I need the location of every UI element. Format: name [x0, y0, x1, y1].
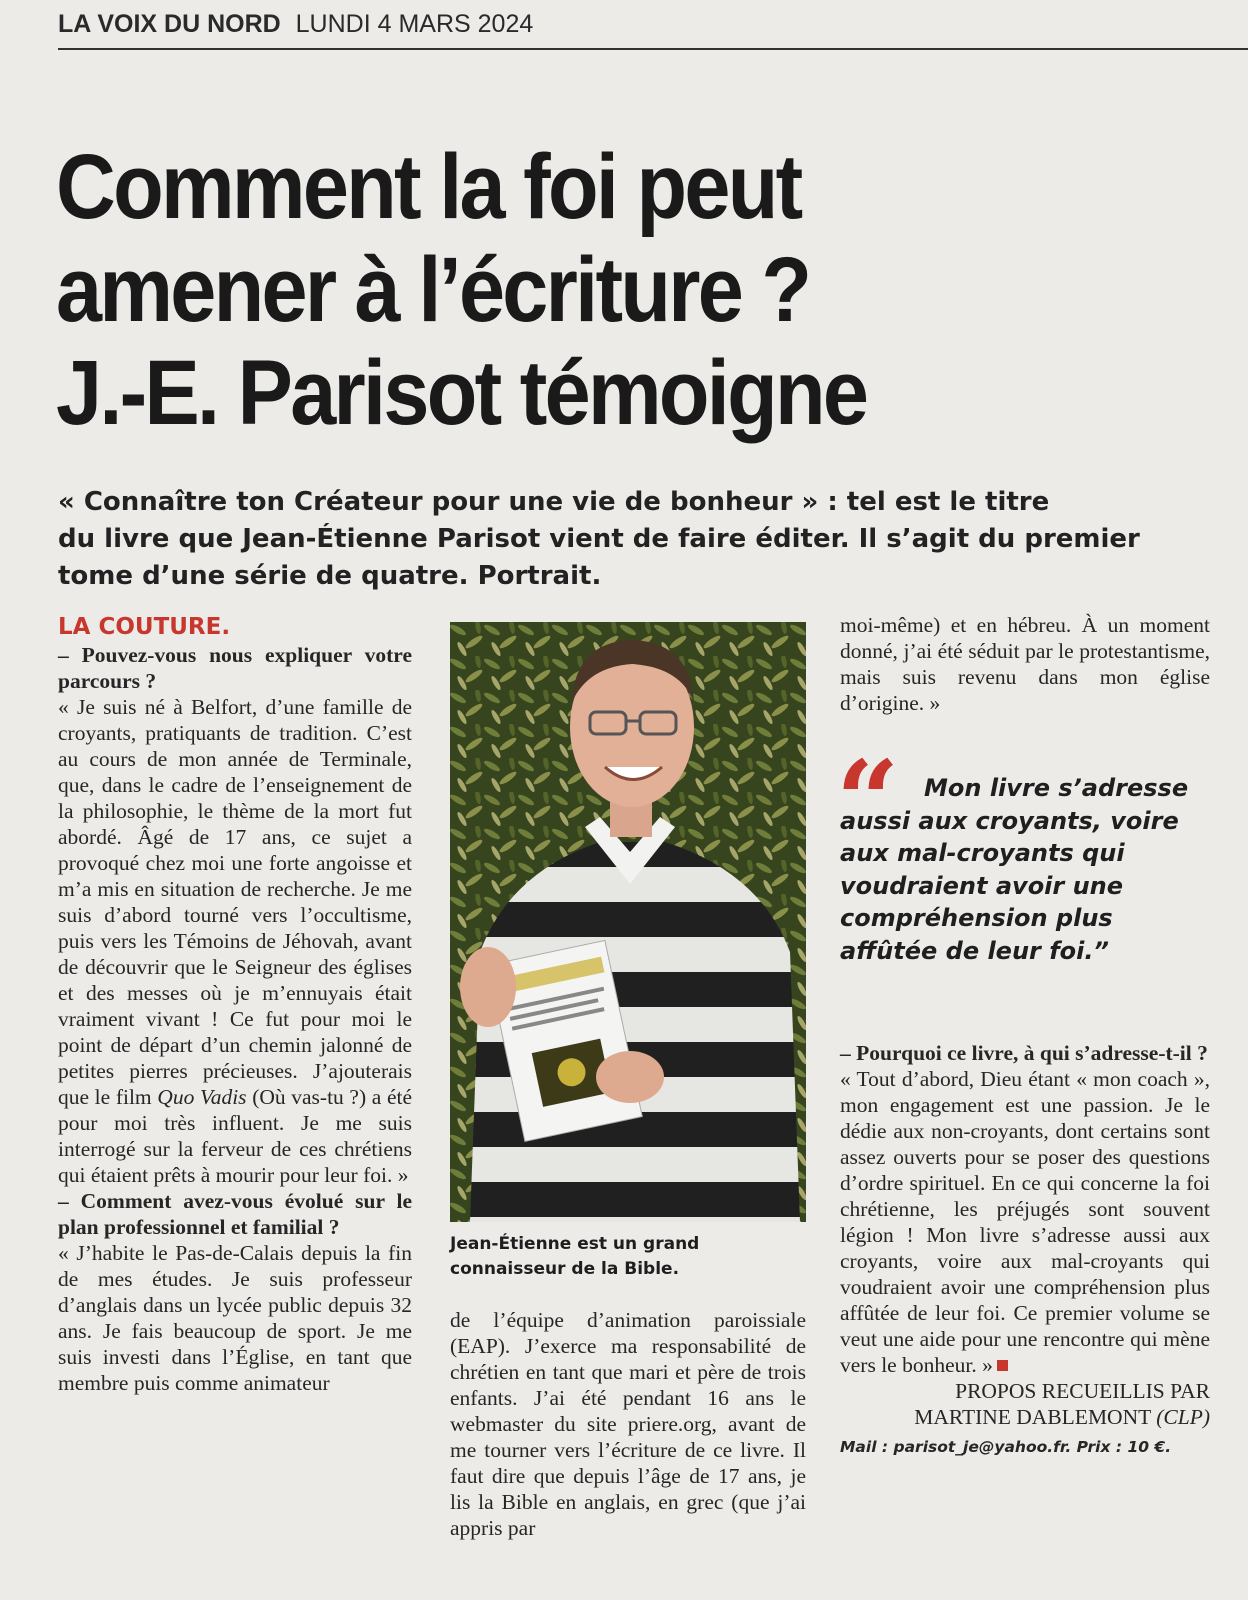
portrait-illustration [450, 622, 806, 1222]
headline-line: amener à l’écriture ? [56, 239, 810, 341]
byline [840, 1378, 1210, 1430]
pull-quote-text: Mon livre s’adresse aussi aux croyants, voire aux mal-croyants qui voudraient avoir une compréhension plus affûtée de leur foi.” [840, 774, 1189, 965]
author-name: MARTINE DABLEMONT [914, 1405, 1151, 1429]
article-column-3-continued [840, 1040, 1210, 1460]
end-mark-icon [997, 1360, 1008, 1371]
newspaper-name: LA VOIX DU NORD [58, 10, 281, 38]
next-article-headline-fragment [58, 1578, 1158, 1600]
interview-answer: moi-même) et en hébreu. À un moment donné, j’ai été séduit par le protestantisme, mais suis revenu dans mon église d’origine. » [840, 613, 1210, 715]
lead-line: du livre que Jean-Étienne Parisot vient de faire éditer. Il s’agit du premier [58, 524, 1140, 554]
interview-answer [840, 1066, 1210, 1378]
quote-mark-icon: “ [836, 736, 900, 865]
article-column-3 [840, 612, 1210, 716]
byline-author [840, 1404, 1210, 1430]
article-column-2 [450, 1307, 806, 1541]
headline-line: Comment la foi peut [56, 136, 801, 238]
photo-caption: Jean-Étienne est un grand connaisseur de la Bible. [450, 1234, 700, 1279]
lead-line: tome d’une série de quatre. Portrait. [58, 561, 602, 591]
pull-quote [836, 736, 1210, 967]
article-column-1 [58, 613, 412, 1396]
interview-question: – Pouvez-vous nous expliquer votre parcours ? [58, 643, 412, 693]
answer-text: « Je suis né à Belfort, d’une famille de croyants, pratiquants de tradition. C’est au cours de mon année de Terminale, que, dans le cadre de l’enseignement de la philosophie, le thème de la mort fut abordé. Âgé de 17 ans, ce sujet a provoqué chez moi une forte angoisse et m’a mis en situation de recherche. Je me suis d’abord tourné vers l’occultisme, puis vers les Témoins de Jéhovah, avant de découvrir que le Seigneur des églises et des messes où je m’ennuyais était vraiment vivant ! Ce fut pour moi le point de départ d’un chemin jalonné de petites pierres précieuses. J’ajouterais que le film [58, 695, 412, 1109]
answer-text: « Tout d’abord, Dieu étant « mon coach », mon engagement est une passion. Je le dédie aux non-croyants, dont certains sont assez ouverts pour se poser des questions d’ordre spirituel. En ce qui concerne la foi chrétienne, les préjugés sont souvent légion ! Mon livre s’adresse aussi aux croyants, voire aux mal-croyants qui voudraient avoir une compréhension plus affûtée de leur foi. Ce premier volume se veut une aide pour une rencontre qui mène vers le bonheur. » [840, 1067, 1210, 1377]
masthead [58, 10, 533, 40]
headline-line: J.-E. Parisot témoigne [56, 342, 867, 444]
lead-line: « Connaître ton Créateur pour une vie de bonheur » : tel est le titre [58, 487, 1050, 517]
answer-text: (Où vas-tu ?) a été pour moi très influent. Je me suis interrogé sur la ferveur de ces chrétiens qui étaient prêts à mourir pour leur foi. » [58, 1085, 412, 1187]
interview-answer [58, 694, 412, 1188]
interview-question: – Comment avez-vous évolué sur le plan professionnel et familial ? [58, 1189, 412, 1239]
article-lead [58, 484, 1208, 595]
article-headline [56, 136, 956, 445]
interview-question: – Pourquoi ce livre, à qui s’adresse-t-il ? [840, 1041, 1208, 1065]
film-title: Quo Vadis [157, 1085, 247, 1109]
contact-info: Mail : parisot_je@yahoo.fr. Prix : 10 €. [840, 1438, 1172, 1456]
interview-answer: « J’habite le Pas-de-Calais depuis la fin de mes études. Je suis professeur d’anglais dans un lycée public depuis 32 ans. Je fais beaucoup de sport. Je me suis investi dans l’Église, en tant que membre puis comme animateur [58, 1241, 412, 1395]
portrait-photo [450, 622, 806, 1222]
interview-answer: de l’équipe d’animation paroissiale (EAP). J’exerce ma responsabilité de chrétien en tant que mari et père de trois enfants. J’ai été pendant 16 ans le webmaster du site priere.org, avant de me tourner vers l’écriture de ce livre. Il faut dire que depuis l’âge de 17 ans, je lis la Bible en anglais, en grec (que j’ai appris par [450, 1308, 806, 1540]
issue-date: LUNDI 4 MARS 2024 [295, 10, 534, 38]
byline-intro: PROPOS RECUEILLIS PAR [955, 1379, 1210, 1403]
agency-name: (CLP) [1156, 1405, 1210, 1429]
dateline-place: LA COUTURE. [58, 614, 231, 640]
masthead-rule [58, 48, 1248, 50]
